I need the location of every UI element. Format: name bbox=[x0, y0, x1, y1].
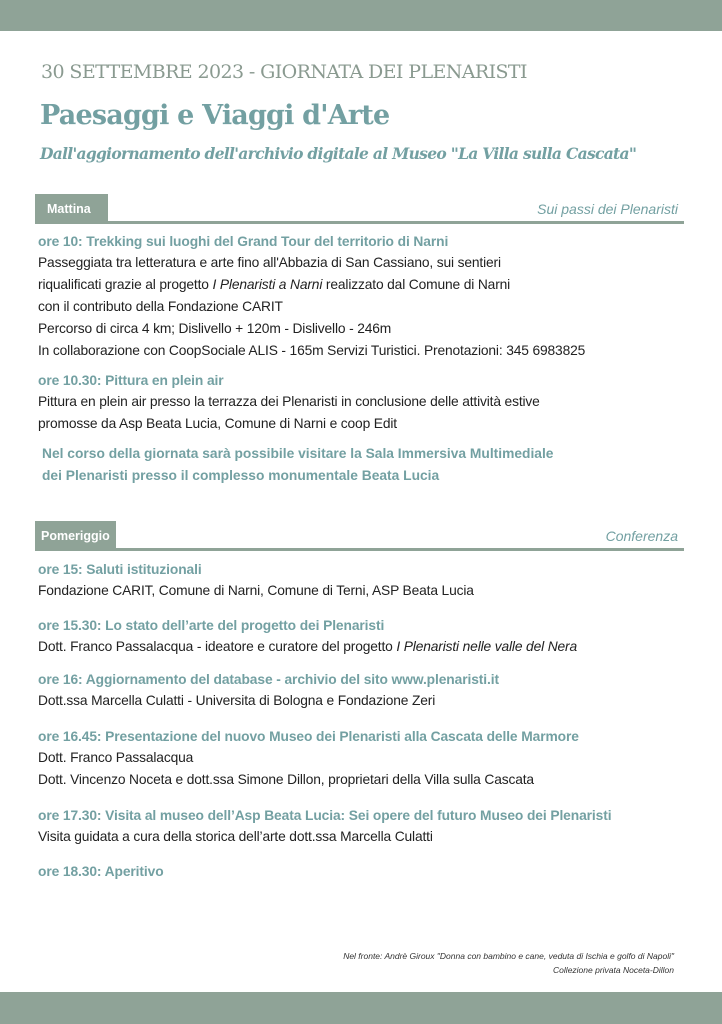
page-title: Paesaggi e Viaggi d'Arte bbox=[40, 100, 390, 131]
event-block bbox=[38, 670, 698, 712]
event-title: ore 18.30: Aperitivo bbox=[38, 864, 164, 879]
top-band bbox=[0, 0, 722, 31]
page-subtitle: Dall'aggiornamento dell'archivio digitale al Museo "La Villa sulla Cascata" bbox=[40, 144, 637, 163]
event-block bbox=[38, 560, 698, 602]
section-caption-morning: Sui passi dei Plenaristi bbox=[537, 201, 678, 217]
event-text-line: Passeggiata tra letteratura e arte fino all'Abbazia di San Cassiano, sui sentieri bbox=[38, 255, 501, 270]
event-text-line bbox=[38, 274, 698, 296]
event-text-line: Dott. Franco Passalacqua bbox=[38, 750, 194, 765]
bottom-band bbox=[0, 992, 722, 1024]
project-name: I Plenaristi a Narni bbox=[212, 277, 323, 292]
text-segment: riqualificati grazie al progetto bbox=[38, 277, 213, 292]
event-title: ore 15.30: Lo stato dell’arte del progetto dei Plenaristi bbox=[38, 618, 385, 633]
event-text-line: Dott.ssa Marcella Culatti - Universita di Bologna e Fondazione Zeri bbox=[38, 693, 436, 708]
event-title: ore 16: Aggiornamento del database - archivio del sito www.plenaristi.it bbox=[38, 672, 499, 687]
event-text-line: Fondazione CARIT, Comune di Narni, Comune di Terni, ASP Beata Lucia bbox=[38, 583, 474, 598]
event-text-line bbox=[38, 636, 698, 658]
event-title: ore 15: Saluti istituzionali bbox=[38, 562, 202, 577]
event-title: ore 10.30: Pittura en plein air bbox=[38, 373, 224, 388]
event-title: ore 10: Trekking sui luoghi del Grand Tour del territorio di Narni bbox=[38, 234, 449, 249]
section-tab-morning: Mattina bbox=[35, 194, 108, 223]
event-text-line: In collaborazione con CoopSociale ALIS - 165m Servizi Turistici. Prenotazioni: 345 6983825 bbox=[38, 343, 586, 358]
section-rule bbox=[35, 221, 684, 224]
event-text-line: Pittura en plein air presso la terrazza dei Plenaristi in conclusione delle attività estive bbox=[38, 394, 540, 409]
section-header-morning bbox=[35, 194, 684, 224]
immersive-room-note bbox=[42, 443, 702, 487]
event-text-line: promosse da Asp Beata Lucia, Comune di Narni e coop Edit bbox=[38, 416, 397, 431]
section-caption-afternoon: Conferenza bbox=[605, 528, 678, 544]
event-block bbox=[38, 727, 698, 791]
artwork-credit bbox=[343, 949, 674, 977]
event-block bbox=[38, 371, 698, 435]
event-block bbox=[38, 616, 698, 658]
event-title: ore 16.45: Presentazione del nuovo Museo dei Plenaristi alla Cascata delle Marmore bbox=[38, 729, 579, 744]
section-header-afternoon bbox=[35, 521, 684, 551]
note-line: dei Plenaristi presso il complesso monumentale Beata Lucia bbox=[42, 468, 440, 483]
event-block bbox=[38, 806, 698, 848]
section-rule bbox=[35, 548, 684, 551]
event-block bbox=[38, 232, 698, 362]
text-segment: realizzato dal Comune di Narni bbox=[322, 277, 511, 292]
credit-line: Collezione privata Noceta-Dillon bbox=[553, 965, 674, 975]
event-text-line: Dott. Vincenzo Noceta e dott.ssa Simone Dillon, proprietari della Villa sulla Cascata bbox=[38, 772, 534, 787]
event-text-line: Percorso di circa 4 km; Dislivello + 120m - Dislivello - 246m bbox=[38, 321, 392, 336]
credit-line: Nel fronte: Andrè Giroux "Donna con bambino e cane, veduta di Ischia e golfo di Napoli" bbox=[343, 951, 674, 961]
section-tab-afternoon: Pomeriggio bbox=[35, 521, 116, 550]
event-date-heading: 30 SETTEMBRE 2023 - GIORNATA DEI PLENARISTI bbox=[41, 61, 527, 83]
event-text-line: Visita guidata a cura della storica dell’arte dott.ssa Marcella Culatti bbox=[38, 829, 433, 844]
note-line: Nel corso della giornata sarà possibile visitare la Sala Immersiva Multimediale bbox=[42, 446, 554, 461]
event-title: ore 17.30: Visita al museo dell’Asp Beata Lucia: Sei opere del futuro Museo dei Plenaristi bbox=[38, 808, 612, 823]
project-name: I Plenaristi nelle valle del Nera bbox=[396, 639, 577, 654]
event-block bbox=[38, 862, 698, 882]
event-text-line: con il contributo della Fondazione CARIT bbox=[38, 299, 283, 314]
text-segment: Dott. Franco Passalacqua - ideatore e curatore del progetto bbox=[38, 639, 397, 654]
